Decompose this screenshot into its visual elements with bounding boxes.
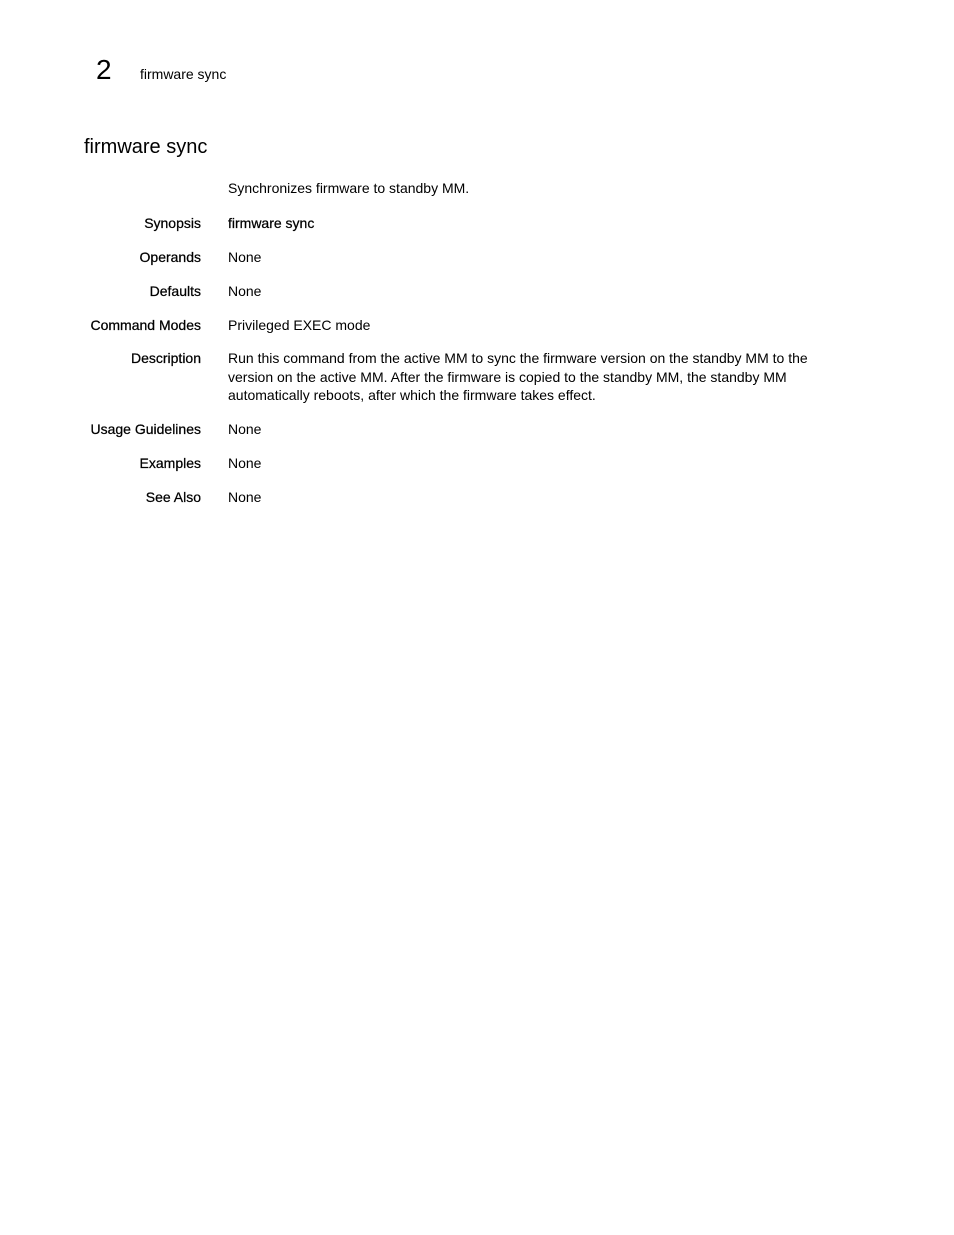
synopsis-label: Synopsis — [144, 214, 201, 231]
defaults-label: Defaults — [149, 282, 201, 299]
examples-row — [84, 454, 864, 473]
see-also-value: None — [228, 489, 262, 506]
description-row — [84, 349, 864, 405]
usage-guidelines-label: Usage Guidelines — [90, 421, 201, 438]
synopsis-row — [84, 214, 864, 233]
summary-row — [84, 179, 864, 198]
section-title: firmware sync — [84, 136, 208, 158]
defaults-value: None — [228, 282, 262, 299]
synopsis-value: firmware sync — [228, 214, 315, 231]
usage-guidelines-value: None — [228, 421, 262, 438]
see-also-row — [84, 488, 864, 507]
usage-guidelines-row — [84, 420, 864, 439]
running-header-title: firmware sync — [140, 66, 227, 82]
description-value: Run this command from the active MM to sync the firmware version on the standby MM to the version on the active MM. After the firmware is copied to the standby MM, the standby MM automatically reboots, after which the firmware takes effect. — [228, 350, 808, 404]
examples-label: Examples — [139, 455, 201, 472]
description-label: Description — [130, 350, 201, 367]
operands-value: None — [228, 248, 262, 265]
operands-label: Operands — [139, 248, 201, 265]
see-also-label: See Also — [145, 489, 201, 506]
chapter-number: 2 — [96, 54, 112, 85]
command-modes-label: Command Modes — [90, 316, 201, 333]
command-modes-row — [84, 316, 864, 335]
operands-row — [84, 248, 864, 267]
summary-text: Synchronizes firmware to standby MM. — [228, 180, 470, 196]
defaults-row — [84, 282, 864, 301]
command-reference-table — [84, 179, 864, 522]
command-modes-value: Privileged EXEC mode — [228, 316, 371, 333]
examples-value: None — [228, 455, 262, 472]
